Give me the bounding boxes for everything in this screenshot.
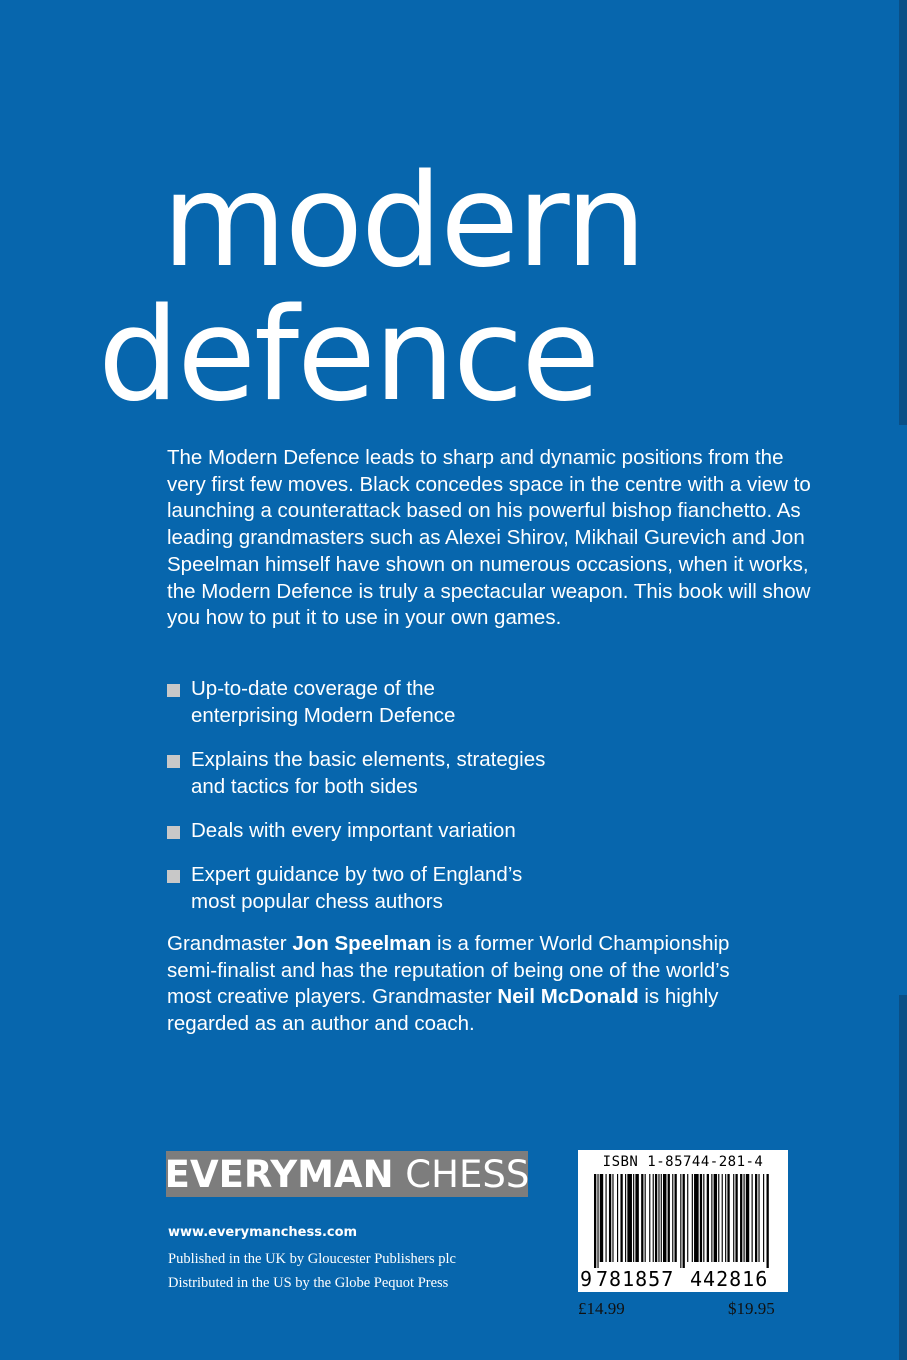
feature-item xyxy=(167,862,522,915)
barcode-bar xyxy=(645,1174,646,1262)
barcode-bar xyxy=(597,1174,598,1268)
barcode-bar xyxy=(668,1174,670,1262)
intro-paragraph: The Modern Defence leads to sharp and dynamic positions from the very first few moves. Black concedes space in the centre with a view to launching a counterattack based on his powerful bishop fianchetto. As leading grandmasters such as Alexei Shirov, Mikhail Gurevich and Jon Speelman himself have shown on numerous occasions, when it works, the Modern Defence is truly a spectacular weapon. This book will show you how to put it to use in your own games. xyxy=(167,446,811,630)
barcode-bar xyxy=(672,1174,673,1262)
ean-first-digit: 9 xyxy=(580,1267,593,1291)
barcode-bar xyxy=(683,1174,685,1268)
spine-edge-bottom xyxy=(899,995,907,1360)
barcode-bar xyxy=(722,1174,723,1262)
barcode-bar xyxy=(703,1174,704,1262)
author-name: Jon Speelman xyxy=(292,932,432,955)
ean-right-group: 442816 xyxy=(690,1267,769,1291)
barcode-bar xyxy=(755,1174,757,1262)
barcode-bar xyxy=(694,1174,699,1262)
barcode-bar xyxy=(746,1174,749,1262)
bio-text: Grandmaster xyxy=(372,985,498,1009)
barcode-bar xyxy=(735,1174,737,1262)
barcode-bar xyxy=(718,1174,719,1262)
spine-edge-top xyxy=(899,0,907,425)
barcode-bar xyxy=(655,1174,657,1262)
barcode-bar xyxy=(617,1174,618,1262)
barcode-bar xyxy=(711,1174,712,1262)
title-line-2: defence xyxy=(98,281,599,430)
barcode-bar xyxy=(714,1174,717,1262)
barcode-bar xyxy=(620,1174,622,1262)
barcode-bar xyxy=(707,1174,709,1262)
title-line-1: modern xyxy=(162,147,645,296)
barcode-bar xyxy=(675,1174,677,1262)
barcode-bar xyxy=(600,1174,603,1262)
publisher-logo xyxy=(166,1151,528,1197)
feature-line: Expert guidance by two of England’s xyxy=(191,863,523,886)
barcode-bar xyxy=(740,1174,742,1262)
barcode-bar xyxy=(633,1174,634,1262)
feature-item xyxy=(167,676,455,729)
barcode-bar xyxy=(609,1174,611,1262)
barcode-bar xyxy=(733,1174,734,1262)
barcode-bar xyxy=(594,1174,596,1268)
isbn-number: ISBN 1-85744-281-4 xyxy=(602,1154,764,1170)
author-name: Neil McDonald xyxy=(497,985,639,1009)
barcode-bar xyxy=(661,1174,662,1262)
published-by: Published in the UK by Gloucester Publishers plc xyxy=(168,1251,456,1267)
barcode-bar xyxy=(635,1174,638,1262)
barcode-bar xyxy=(727,1174,729,1262)
feature-line: and tactics for both sides xyxy=(191,774,418,798)
feature-item xyxy=(167,818,516,845)
barcode-bar xyxy=(653,1174,654,1262)
feature-line: Deals with every important variation xyxy=(191,819,516,842)
barcode-bar xyxy=(758,1174,759,1262)
author-bio xyxy=(167,931,767,1037)
logo-bold-text: EVERYMAN xyxy=(164,1152,394,1196)
feature-line: Up-to-date coverage of the xyxy=(191,677,435,700)
barcode-bar xyxy=(627,1174,632,1262)
barcode-bar xyxy=(625,1174,626,1262)
feature-item xyxy=(167,747,545,800)
barcode-bar xyxy=(767,1174,769,1268)
bullet-square-icon xyxy=(167,755,180,768)
barcode-bar xyxy=(658,1174,659,1262)
bullet-square-icon xyxy=(167,684,180,697)
feature-line: Explains the basic elements, strategies xyxy=(191,748,546,771)
barcode-bar xyxy=(649,1174,650,1262)
barcode-bar xyxy=(687,1174,688,1262)
ean-left-group: 781857 xyxy=(596,1267,675,1291)
bullet-square-icon xyxy=(167,870,180,883)
barcode-bar xyxy=(692,1174,693,1262)
barcode-bar xyxy=(744,1174,745,1262)
feature-line: enterprising Modern Defence xyxy=(191,703,456,727)
barcode-bar xyxy=(700,1174,702,1262)
barcode xyxy=(578,1150,788,1292)
barcode-bar xyxy=(752,1174,753,1262)
bullet-square-icon xyxy=(167,826,180,839)
bio-text: is highly regarded as an author and coach. xyxy=(167,985,719,1035)
barcode-bar xyxy=(680,1174,681,1268)
publisher-url[interactable]: www.everymanchess.com xyxy=(168,1225,358,1240)
barcode-bar xyxy=(606,1174,607,1262)
barcode-bar xyxy=(663,1174,666,1262)
barcode-bars-icon xyxy=(594,1174,772,1268)
barcode-bar xyxy=(641,1174,643,1262)
barcode-bar xyxy=(725,1174,726,1262)
price-usd: $19.95 xyxy=(728,1299,775,1318)
feature-line: most popular chess authors xyxy=(191,889,443,913)
bio-text: Grandmaster xyxy=(167,932,293,955)
distributed-by: Distributed in the US by the Globe Pequot Press xyxy=(168,1275,449,1291)
barcode-bar xyxy=(763,1174,764,1262)
logo-light-text: CHESS xyxy=(393,1152,530,1196)
price-gbp: £14.99 xyxy=(578,1299,625,1318)
barcode-bar xyxy=(612,1174,613,1262)
bio-text: is a former World Championship semi-finalist and has the reputation of being one of the world’s most creative players. xyxy=(167,932,730,1009)
